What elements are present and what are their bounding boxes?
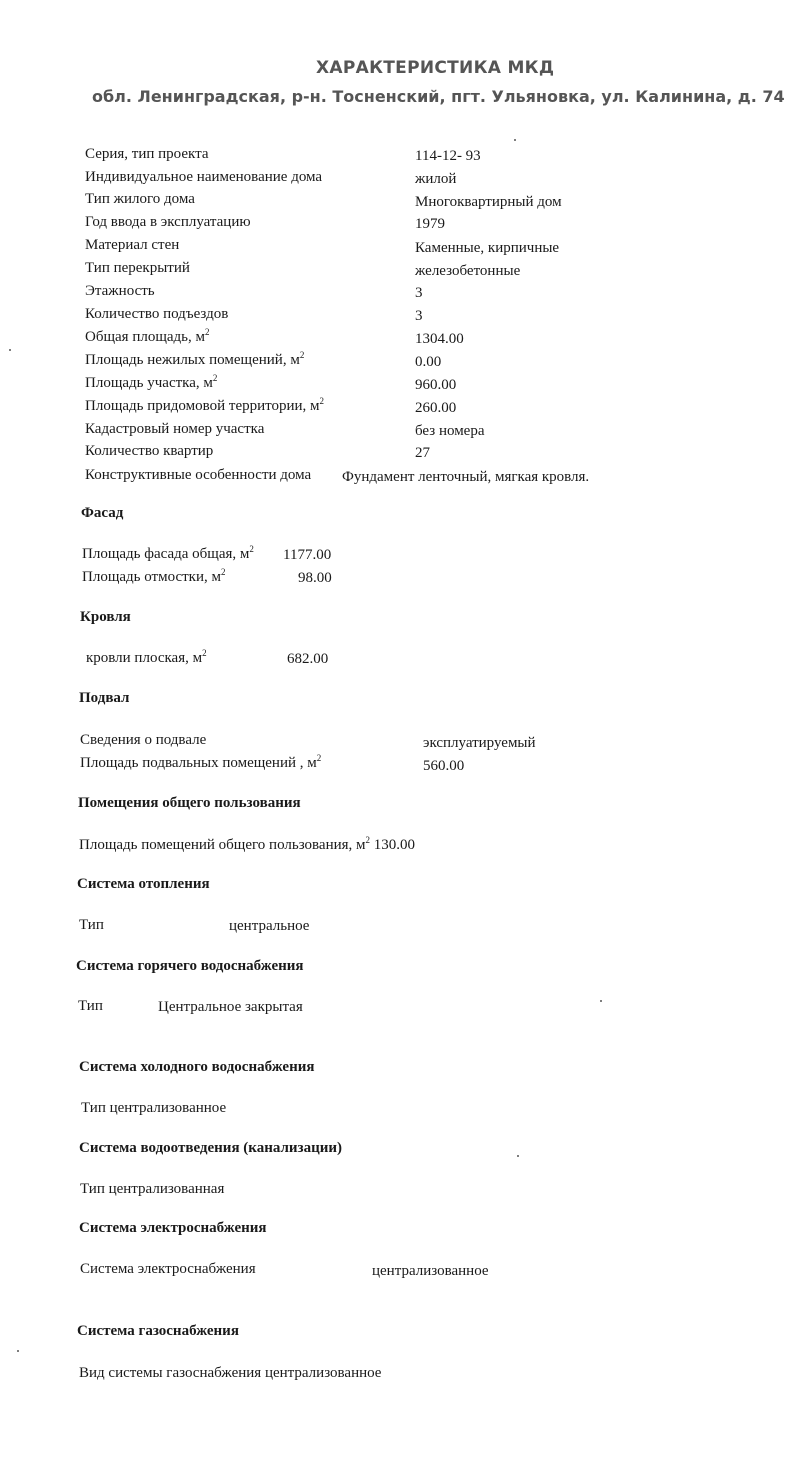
row-label: Площадь придомовой территории, м xyxy=(85,398,320,414)
section-text: Тип централизованная xyxy=(80,1181,225,1197)
unit-superscript: 2 xyxy=(319,396,325,406)
row-value: Центральное закрытая xyxy=(158,999,303,1015)
row-value: без номера xyxy=(415,423,485,439)
scan-speck xyxy=(17,1350,19,1352)
row-label: Площадь подвальных помещений , м xyxy=(80,755,317,771)
unit-superscript: 2 xyxy=(202,648,207,658)
row-value: Многоквартирный дом xyxy=(415,194,562,210)
section-text: Вид системы газоснабжения централизованное xyxy=(79,1365,382,1381)
row-label: Материал стен xyxy=(85,237,180,253)
row-label: Тип жилого дома xyxy=(85,191,195,207)
section-heading-sewage: Система водоотведения (канализации) xyxy=(79,1140,342,1156)
row-value: 1304.00 xyxy=(415,331,464,347)
row-label: Площадь помещений общего пользования, м xyxy=(79,837,366,853)
row-label: Серия, тип проекта xyxy=(85,146,209,162)
document-title: ХАРАКТЕРИСТИКА МКД xyxy=(316,58,555,78)
scan-speck xyxy=(9,349,11,351)
row-label: Год ввода в эксплуатацию xyxy=(85,214,251,230)
row-value: 114-12- 93 xyxy=(415,148,481,164)
row-value: 960.00 xyxy=(415,377,457,393)
row-label: кровли плоская, м xyxy=(86,650,203,666)
row-value: жилой xyxy=(415,171,457,187)
unit-superscript: 2 xyxy=(212,373,218,383)
row-value: железобетонные xyxy=(415,263,521,279)
section-text: Тип централизованное xyxy=(81,1100,227,1116)
unit-superscript: 2 xyxy=(365,835,371,845)
row-label: Индивидуальное наименование дома xyxy=(85,169,323,185)
common-area-line xyxy=(79,836,415,854)
section-heading-roof: Кровля xyxy=(80,609,131,625)
unit-superscript: 2 xyxy=(316,753,322,763)
row-value: 1177.00 xyxy=(283,547,332,563)
row-label-with-unit xyxy=(82,545,254,563)
row-label-with-unit xyxy=(85,328,210,346)
row-label: Система электроснабжения xyxy=(80,1261,256,1277)
row-label: Общая площадь, м xyxy=(85,329,206,345)
row-label: Площадь нежилых помещений, м xyxy=(85,352,300,368)
section-heading-hot-water: Система горячего водоснабжения xyxy=(76,958,304,974)
row-value: Фундамент ленточный, мягкая кровля. xyxy=(342,469,590,485)
section-heading-cold-water: Система холодного водоснабжения xyxy=(79,1059,315,1075)
row-value: 1979 xyxy=(415,216,445,232)
row-label: Тип перекрытий xyxy=(85,260,190,276)
row-label: Кадастровый номер участка xyxy=(85,421,265,437)
scan-speck xyxy=(517,1155,519,1157)
row-label-with-unit xyxy=(80,754,321,772)
row-value: 682.00 xyxy=(287,651,329,667)
row-label: Количество подъездов xyxy=(85,306,229,322)
unit-superscript: 2 xyxy=(299,350,305,360)
row-value: 0.00 xyxy=(415,354,442,370)
row-label: Площадь участка, м xyxy=(85,375,213,391)
row-value: Каменные, кирпичные xyxy=(415,240,560,256)
section-heading-basement: Подвал xyxy=(79,690,130,706)
row-value: 560.00 xyxy=(423,758,465,774)
row-label-with-unit xyxy=(82,568,226,586)
section-heading-facade: Фасад xyxy=(81,505,124,521)
row-label: Площадь фасада общая, м xyxy=(82,546,250,562)
row-label: Количество квартир xyxy=(85,443,214,459)
row-value: 130.00 xyxy=(373,837,416,853)
row-value: 3 xyxy=(415,308,423,324)
section-heading-common-areas: Помещения общего пользования xyxy=(78,795,301,811)
section-heading-heating: Система отопления xyxy=(77,876,210,892)
row-label-with-unit xyxy=(85,351,304,369)
section-heading-electric: Система электроснабжения xyxy=(79,1220,267,1236)
unit-superscript: 2 xyxy=(249,544,254,554)
row-label: Тип xyxy=(78,998,103,1014)
row-label-with-unit xyxy=(85,397,324,415)
row-label: Этажность xyxy=(85,283,155,299)
scan-speck xyxy=(600,1000,602,1002)
row-label: Конструктивные особенности дома xyxy=(85,467,312,483)
row-label-with-unit xyxy=(86,649,207,667)
scan-speck xyxy=(514,139,516,141)
row-value: центральное xyxy=(229,918,310,934)
unit-superscript: 2 xyxy=(221,567,226,577)
row-value: 27 xyxy=(415,445,430,461)
row-value: централизованное xyxy=(372,1263,489,1279)
unit-superscript: 2 xyxy=(205,327,210,337)
document-address: обл. Ленинградская, р-н. Тосненский, пгт. Ульяновка, ул. Калинина, д. 74 xyxy=(92,87,785,106)
row-label: Площадь отмостки, м xyxy=(82,569,221,585)
row-value: 3 xyxy=(415,285,423,301)
row-value: 98.00 xyxy=(298,570,332,586)
section-heading-gas: Система газоснабжения xyxy=(77,1323,239,1339)
row-label: Сведения о подвале xyxy=(80,732,207,748)
row-label: Тип xyxy=(79,917,104,933)
row-value: эксплуатируемый xyxy=(423,735,536,751)
row-label-with-unit xyxy=(85,374,217,392)
row-value: 260.00 xyxy=(415,400,457,416)
